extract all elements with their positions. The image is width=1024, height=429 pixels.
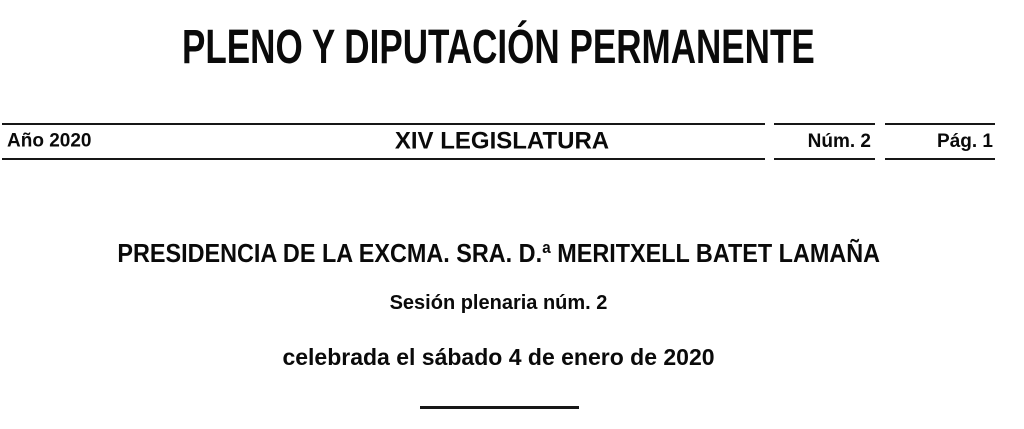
masthead-page-number: Pág. 1 bbox=[937, 131, 993, 152]
session-number-line: Sesión plenaria núm. 2 bbox=[389, 292, 608, 314]
masthead-bar bbox=[2, 123, 995, 160]
session-date-line: celebrada el sábado 4 de enero de 2020 bbox=[282, 344, 715, 370]
document-title-text: PLENO Y DIPUTACIÓN PERMANENTE bbox=[182, 21, 815, 74]
presidency-heading bbox=[2, 240, 995, 266]
masthead-segment-page bbox=[885, 123, 995, 160]
masthead-year: Año 2020 bbox=[7, 130, 92, 152]
masthead-segment-number bbox=[774, 123, 875, 160]
masthead-segment-main bbox=[2, 123, 765, 160]
document-title bbox=[2, 21, 995, 74]
presidency-heading-text: PRESIDENCIA DE LA EXCMA. SRA. D.ª MERITXELL BATET LAMAÑA bbox=[117, 238, 880, 268]
separator-rule bbox=[420, 406, 579, 409]
masthead-legislature: XIV LEGISLATURA bbox=[394, 126, 610, 154]
masthead-issue-number: Núm. 2 bbox=[807, 131, 871, 152]
page-content bbox=[2, 0, 995, 429]
